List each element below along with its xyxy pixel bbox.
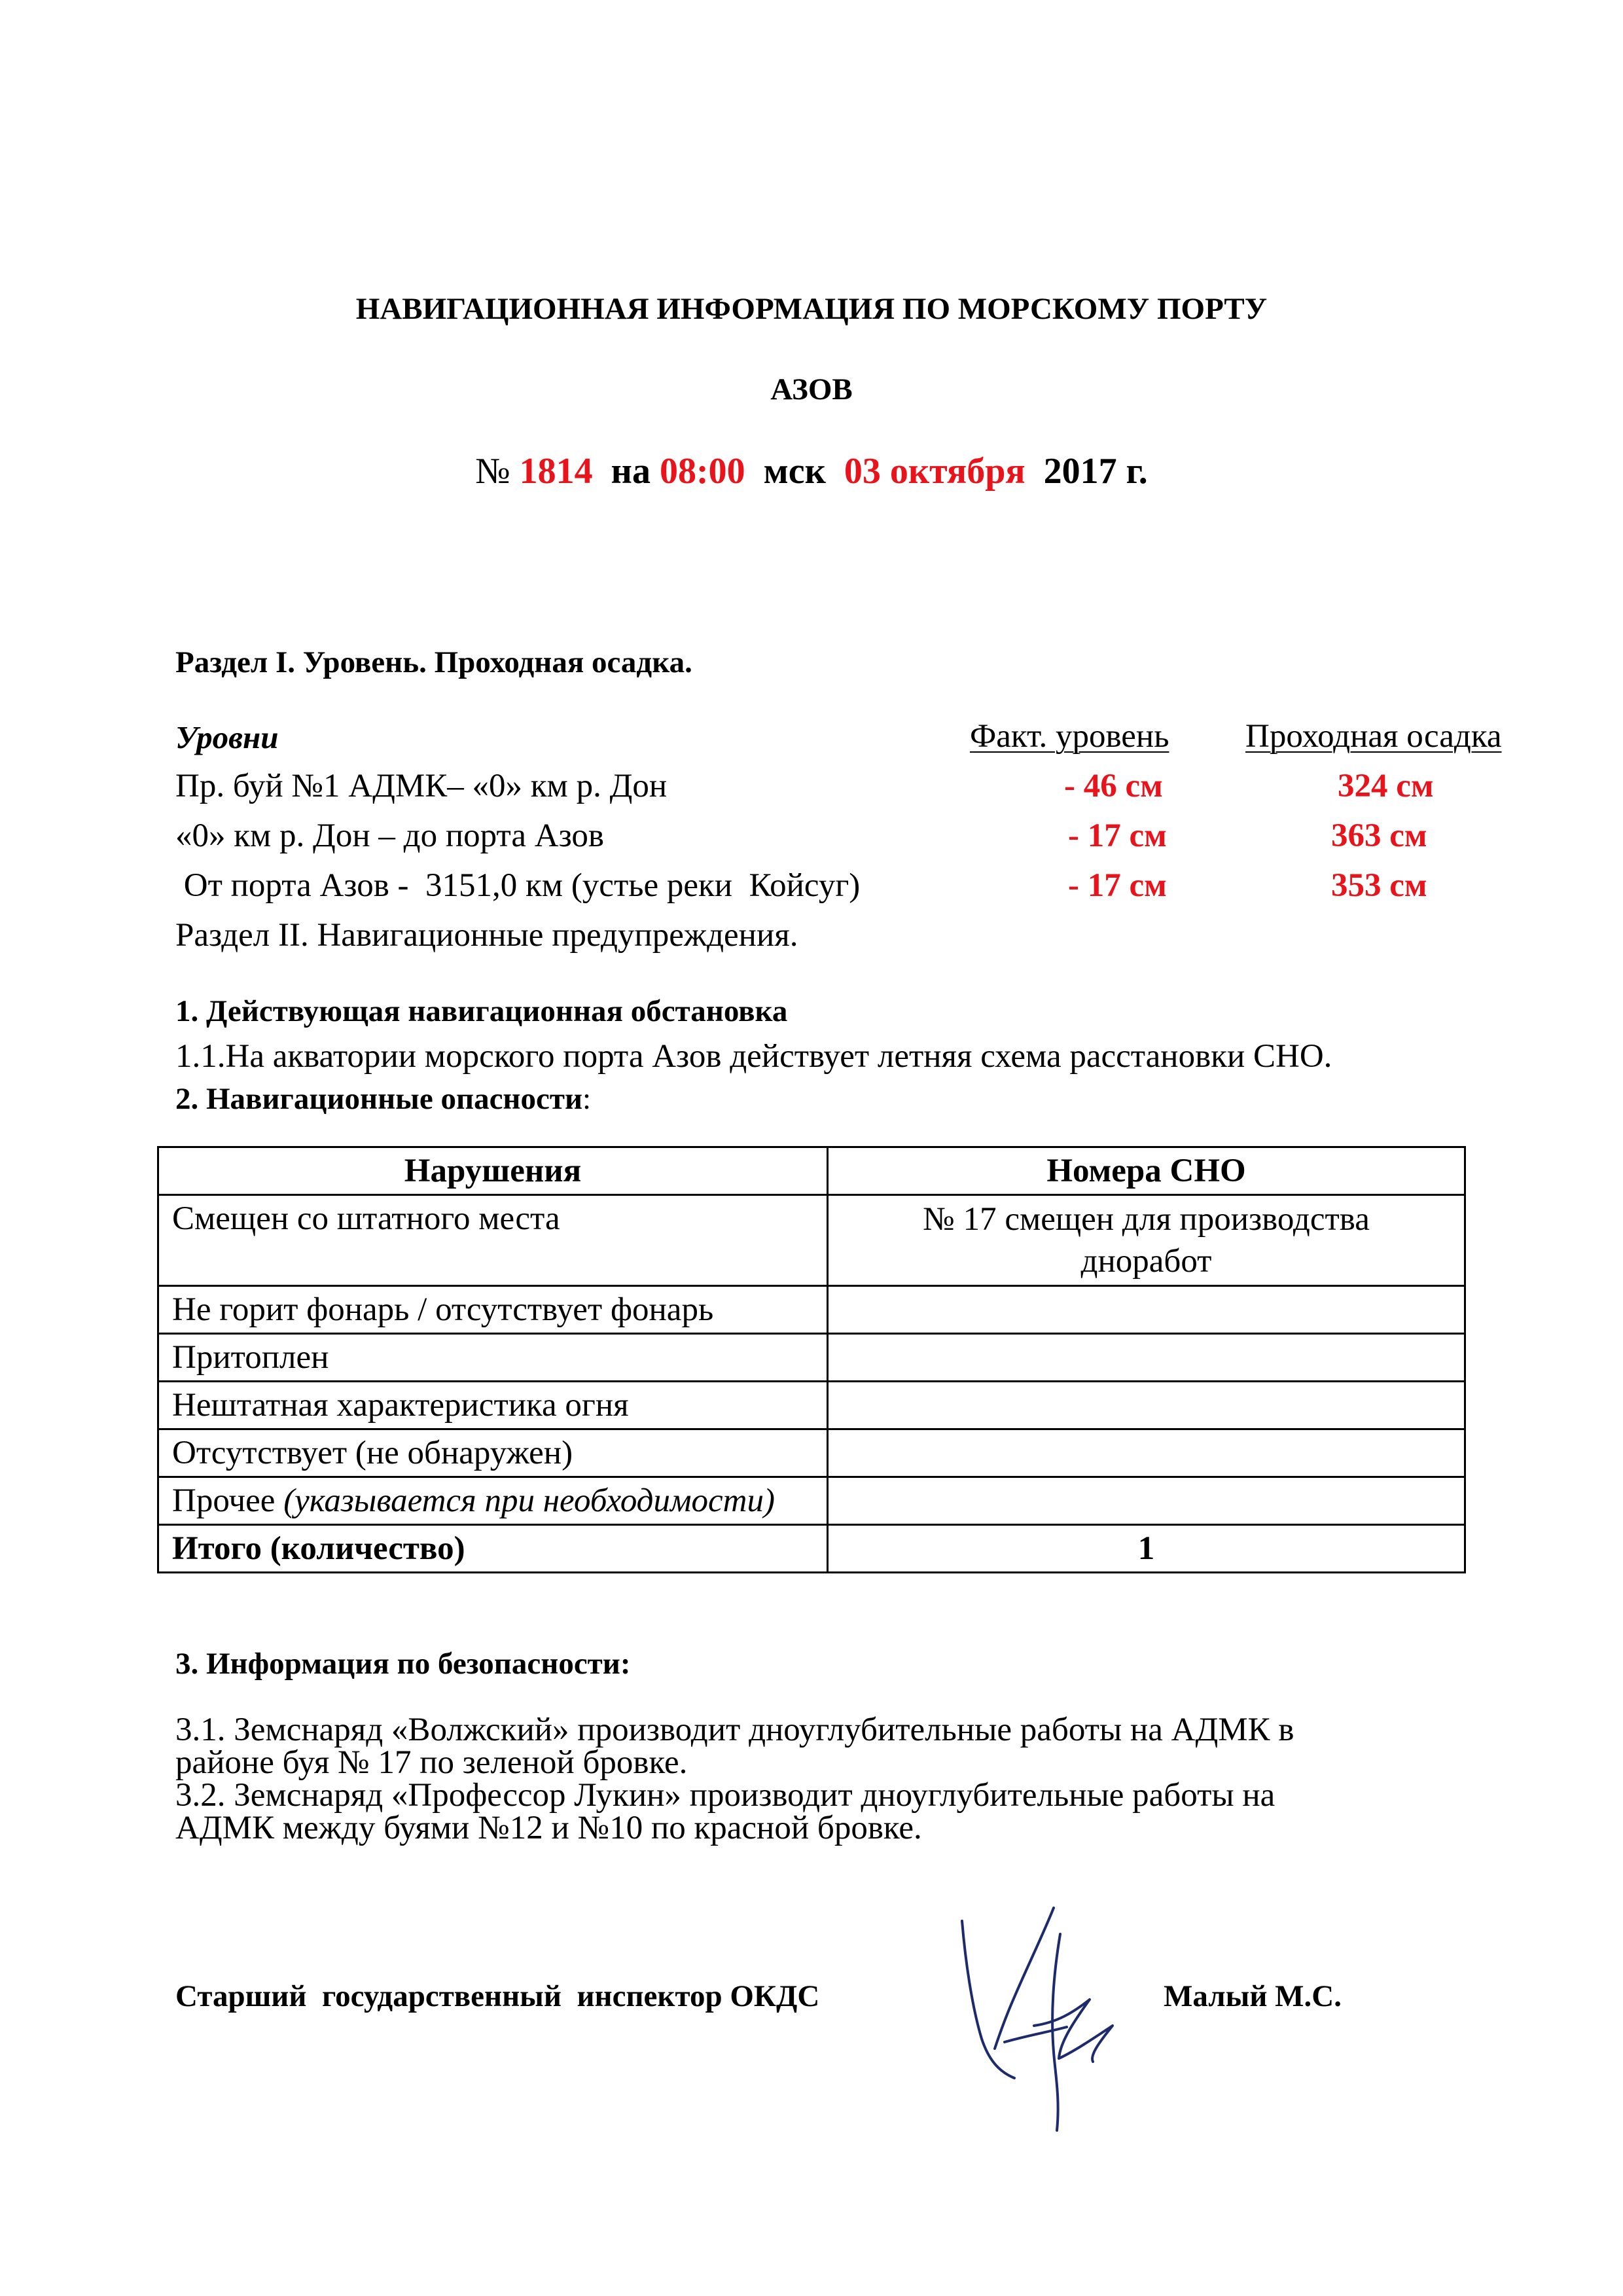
table-cell-label (158, 1477, 828, 1525)
table-row (158, 1477, 1465, 1525)
col-fact-level: Факт. уровень (970, 718, 1169, 755)
section2-sub2-heading (175, 1081, 591, 1117)
section2-sub1-text: 1.1.На акватории морского порта Азов действует летняя схема расстановки СНО. (175, 1038, 1332, 1075)
table-cell-label: Отсутствует (не обнаружен) (158, 1429, 828, 1477)
safety-item-2-line1: 3.2. Земснаряд «Профессор Лукин» производит дноуглубительные работы на (175, 1777, 1275, 1814)
level-row-fact: - 17 см (1068, 817, 1167, 854)
section2-sub1-heading: 1. Действующая навигационная обстановка (175, 994, 788, 1028)
table-cell-label: Притоплен (158, 1334, 828, 1382)
table-header-aids-numbers: Номера СНО (828, 1147, 1465, 1195)
level-row-name: «0» км р. Дон – до порта Азов (175, 817, 605, 854)
section3-heading: 3. Информация по безопасности: (175, 1647, 631, 1681)
safety-item-1-line2: районе буя № 17 по зеленой бровке. (175, 1744, 688, 1781)
table-cell-label: Не горит фонарь / отсутствует фонарь (158, 1286, 828, 1334)
bulletin-number-line (0, 450, 1623, 492)
table-cell-value (828, 1286, 1465, 1334)
bulletin-year: 2017 г. (1043, 451, 1148, 492)
at-label: на (611, 451, 651, 492)
document-title: НАВИГАЦИОННАЯ ИНФОРМАЦИЯ ПО МОРСКОМУ ПОРТУ (355, 292, 1268, 326)
safety-item-2-line2: АДМК между буями №12 и №10 по красной бровке. (175, 1810, 922, 1846)
table-header-row (158, 1147, 1465, 1195)
table-cell-label: Нештатная характеристика огня (158, 1382, 828, 1429)
level-row-fact: - 17 см (1068, 867, 1167, 904)
level-row-draft: 324 см (1338, 768, 1434, 804)
table-row (158, 1429, 1465, 1477)
signatory-position: Старший государственный инспектор ОКДС (175, 1979, 820, 2013)
document-title-port: АЗОВ (770, 372, 853, 406)
table-row (158, 1286, 1465, 1334)
col-pass-draft: Проходная осадка (1245, 718, 1502, 755)
section2-heading: Раздел II. Навигационные предупреждения. (175, 917, 798, 954)
level-row-draft: 353 см (1331, 867, 1427, 904)
table-cell-value (828, 1334, 1465, 1382)
table-row (158, 1195, 1465, 1286)
other-note: (указывается при необходимости) (283, 1482, 775, 1519)
section1-heading: Раздел I. Уровень. Проходная осадка. (175, 645, 692, 679)
table-header-violations: Нарушения (158, 1147, 828, 1195)
signatory-name: Малый М.С. (1164, 1979, 1342, 2013)
level-row-draft: 363 см (1331, 817, 1427, 854)
table-total-value: 1 (828, 1525, 1465, 1573)
level-row-name: От порта Азов - 3151,0 км (устье реки Койсуг) (175, 867, 861, 904)
bulletin-time: 08:00 (659, 451, 745, 492)
table-cell-value (828, 1429, 1465, 1477)
table-total-row (158, 1525, 1465, 1573)
table-total-label: Итого (количество) (158, 1525, 828, 1573)
table-cell-value: № 17 смещен для производства днoработ (828, 1195, 1465, 1286)
level-row-fact: - 46 см (1064, 768, 1163, 804)
safety-item-1-line1: 3.1. Земснаряд «Волжский» производит дноуглубительные работы на АДМК в (175, 1712, 1294, 1748)
other-label: Прочее (172, 1482, 284, 1519)
level-row-name: Пр. буй №1 АДМК– «0» км р. Дон (175, 768, 668, 804)
levels-label: Уровни (175, 719, 279, 755)
table-cell-value (828, 1382, 1465, 1429)
section2-sub2-title: 2. Навигационные опасности (175, 1082, 583, 1116)
timezone-label: мск (763, 451, 826, 492)
table-row (158, 1382, 1465, 1429)
section2-sub2-colon: : (582, 1082, 592, 1116)
table-row (158, 1334, 1465, 1382)
number-sign: № (475, 451, 510, 492)
bulletin-date: 03 октября (844, 451, 1026, 492)
signature-icon (942, 1901, 1145, 2137)
table-cell-label: Смещен со штатного места (158, 1195, 828, 1286)
table-cell-value (828, 1477, 1465, 1525)
hazards-table (157, 1146, 1466, 1573)
bulletin-number: 1814 (519, 451, 593, 492)
